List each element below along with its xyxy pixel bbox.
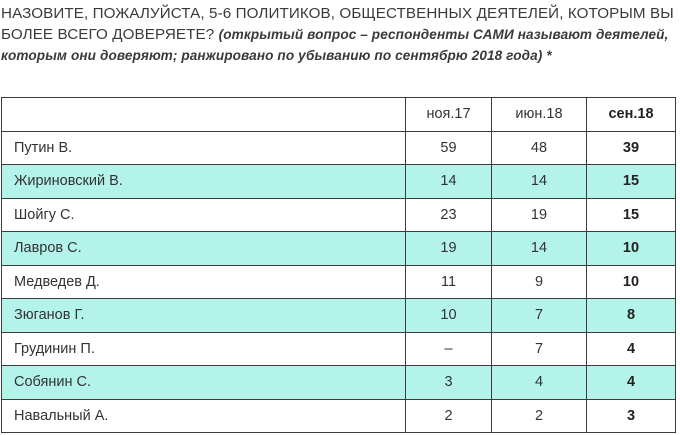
header-jun18: июн.18 [492,98,587,132]
politician-name: Жириновский В. [2,165,406,199]
value-jun18: 19 [492,198,587,232]
value-sep18: 39 [587,131,676,165]
value-jun18: 7 [492,332,587,366]
value-sep18: 4 [587,332,676,366]
question-heading [1,3,677,66]
header-nov17: ноя.17 [406,98,492,132]
value-nov17: 59 [406,131,492,165]
politician-name: Грудинин П. [2,332,406,366]
table-row [2,131,676,165]
value-sep18: 10 [587,232,676,266]
value-nov17: 2 [406,399,492,433]
politician-name: Зюганов Г. [2,299,406,333]
table-row [2,332,676,366]
table-row [2,299,676,333]
politician-name: Собянин С. [2,366,406,400]
value-nov17: 10 [406,299,492,333]
value-sep18: 4 [587,366,676,400]
value-jun18: 48 [492,131,587,165]
value-nov17: 14 [406,165,492,199]
table-header-row [2,98,676,132]
politician-name: Медведев Д. [2,265,406,299]
value-jun18: 7 [492,299,587,333]
question-note: (открытый вопрос – респонденты САМИ называют деятелей, которым они доверяют; ранжировано по убыванию по сентябрю 2018 года) * [1,27,669,63]
header-name [2,98,406,132]
value-jun18: 9 [492,265,587,299]
politician-name: Навальный А. [2,399,406,433]
table-row [2,165,676,199]
value-jun18: 14 [492,165,587,199]
politician-name: Лавров С. [2,232,406,266]
value-jun18: 4 [492,366,587,400]
value-sep18: 15 [587,198,676,232]
value-nov17: 3 [406,366,492,400]
table-row [2,198,676,232]
value-nov17: 19 [406,232,492,266]
value-sep18: 8 [587,299,676,333]
question-text: НАЗОВИТЕ, ПОЖАЛУЙСТА, 5-6 ПОЛИТИКОВ, ОБЩЕСТВЕННЫХ ДЕЯТЕЛЕЙ, КОТОРЫМ ВЫ БОЛЕЕ ВСЕГО ДОВЕРЯЕТЕ? [1,5,674,43]
value-nov17: 23 [406,198,492,232]
politician-name: Путин В. [2,131,406,165]
trust-table [1,97,676,433]
table-row [2,265,676,299]
header-sep18: сен.18 [587,98,676,132]
table-row [2,366,676,400]
value-jun18: 14 [492,232,587,266]
value-nov17: – [406,332,492,366]
politician-name: Шойгу С. [2,198,406,232]
value-nov17: 11 [406,265,492,299]
value-jun18: 2 [492,399,587,433]
table-row [2,399,676,433]
value-sep18: 10 [587,265,676,299]
value-sep18: 3 [587,399,676,433]
value-sep18: 15 [587,165,676,199]
table-row [2,232,676,266]
